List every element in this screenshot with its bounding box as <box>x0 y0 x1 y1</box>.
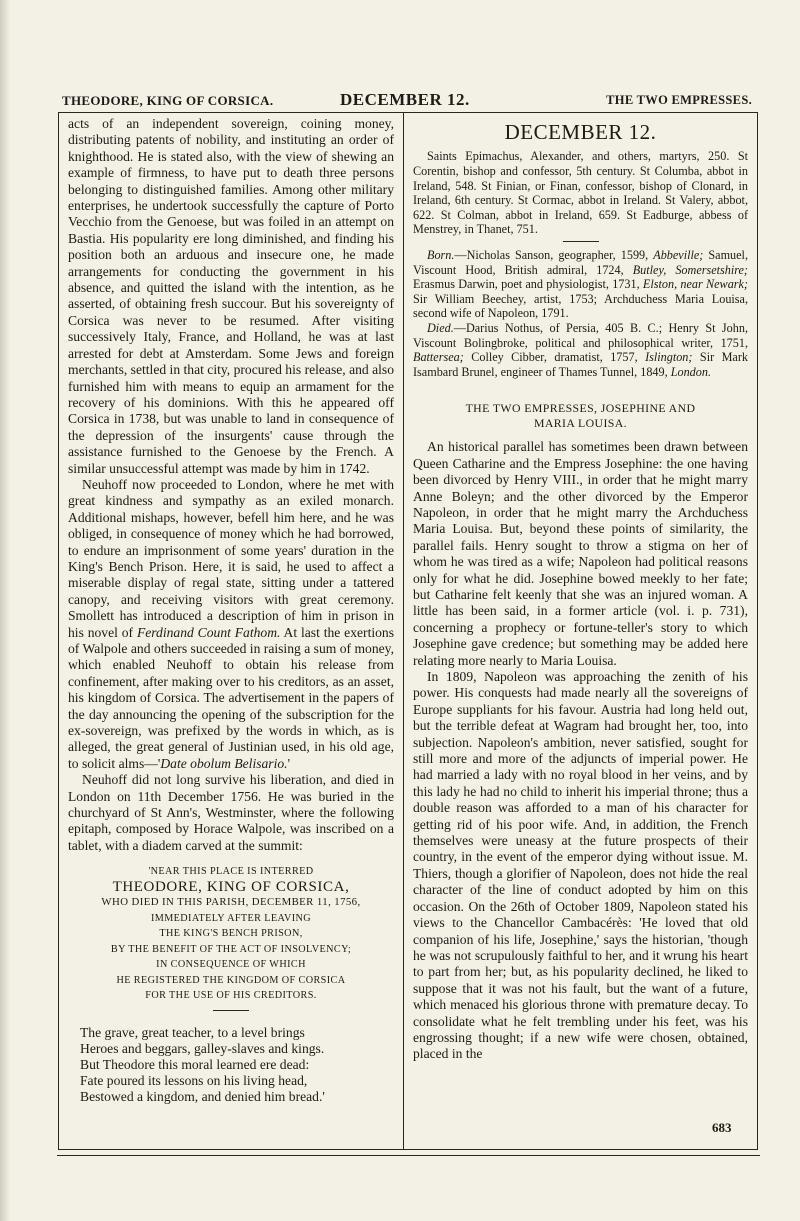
section-heading: THE TWO EMPRESSES, JOSEPHINE AND MARIA LOUISA. <box>465 401 696 431</box>
epitaph <box>68 864 394 1004</box>
died-list: Died.—Darius Nothus, of Persia, 405 B. C.; Henry St John, Viscount Bolingbroke, political and philosophical writer, 1751, Battersea; Colley Cibber, dramatist, 1757, Islington; Sir Mark Isambard Brunel, engineer of Thames Tunnel, 1849, London. <box>413 320 748 379</box>
paragraph: Neuhoff did not long survive his liberation, and died in London on 11th December 1756. He was buried in the churchyard of St Ann's, Westminster, where the following epitaph, composed by Horace Walpole, was inscribed on a tablet, with a diadem carved at the summit: <box>68 772 394 853</box>
short-rule <box>563 241 599 242</box>
epitaph-line: HE REGISTERED THE KINGDOM OF CORSICA <box>116 974 346 986</box>
verse-line: Fate poured its lessons on his living head, <box>80 1072 308 1088</box>
header-right-title: THE TWO EMPRESSES. <box>606 93 752 107</box>
paragraph: An historical parallel has sometimes been drawn between Queen Catharine and the Empress Josephine: the one having been divorced by Henry VIII., in order that he might marry Anne Boleyn; and the other divorced by the Emperor Napoleon, in order that he might marry the Archduchess Maria Louisa. But, beyond these points of similarity, the parallel fails. Henry sought to throw a stigma on her of whom he was tired as a wife; Napoleon had political reasons only for what he did. Josephine bowed meekly to her fate; but Catharine felt keenly that she was an injured woman. A little has been said, in a former article (vol. i. p. 731), concerning a prophecy or fortune-teller's story to which Josephine gave credence; but something may be added here relating more nearly to Maria Louisa. <box>413 439 748 668</box>
verse-line: Bestowed a kingdom, and denied him bread.' <box>80 1088 325 1104</box>
header-left-title: THEODORE, KING OF CORSICA. <box>62 93 274 108</box>
epitaph-line: THE KING'S BENCH PRISON, <box>159 928 303 940</box>
born-list: Born.—Nicholas Sanson, geographer, 1599, Abbeville; Samuel, Viscount Hood, British admiral, 1724, Butley, Somersetshire; Erasmus Darwin, poet and physiologist, 1731, Elston, near Newark; Sir William Beechey, artist, 1753; Archduchess Maria Louisa, second wife of Napoleon, 1791. <box>413 247 748 321</box>
epitaph-line: FOR THE USE OF HIS CREDITORS. <box>145 990 317 1002</box>
running-header <box>58 90 758 112</box>
paragraph: In 1809, Napoleon was approaching the zenith of his power. His conquests had made nearly all the sovereigns of Europe suppliants for his favour. Austria had long held out, but the terrible defeat at Wagram had brought her, too, into subjection. Napoleon's ambition, never satisfied, sought for still more and more of the adjuncts of imperial power. He had married a lady with no royal blood in her veins, and by this lady he had no child to inherit his imperial throne; thus a double reason was afforded to a man of his character for getting rid of his poor wife. And, in addition, the French themselves were uneasy at the future prospects of their country, in the event of the emperor dying without issue. M. Thiers, though a glorifier of Napoleon, does not hide the real character of the line of conduct adopted by him on this occasion. On the 26th of October 1809, Napoleon stated his views to the Chancellor Cambacérès: 'He loved that old companion of his life, Josephine,' says the historian, 'though he was not scrupulously faithful to her, and it wrung his heart to part from her; but, as his popularity declined, he liked to suppose that it was not his fault, but the want of a future, which menaced his glorious throne with premature decay. To consolidate what he felt trembling under his feet, was his engrossing thought; if a new wife were chosen, obtained, placed in the <box>413 669 748 1062</box>
epitaph-line: BY THE BENEFIT OF THE ACT OF INSOLVENCY; <box>110 943 352 955</box>
bottom-rule <box>57 1155 760 1157</box>
header-date: DECEMBER 12. <box>340 90 470 109</box>
paragraph: Neuhoff now proceeded to London, where he met with great kindness and sympathy as an exiled monarch. Additional mishaps, however, befell him here, and he was obliged, in consequence of money which he had borrowed, to endure an imprisonment of some years' duration in the King's Bench Prison. Here, it is said, he used to affect a miserable display of regal state, sitting under a tattered canopy, and receiving visitors with great ceremony. Smollett has introduced a description of him in prison in his novel of Ferdinand Count Fathom. At last the exertions of Walpole and others succeeded in raising a sum of money, which enabled Neuhoff to obtain his release from confinement, after making over to his creditors, as an asset, his kingdom of Corsica. The advertisement in the papers of the day announcing the opening of the subscription for the ex-sovereign, was prefixed by the words in which, as is alleged, the great general of Justinian used, in his old age, to solicit alms—'Date obolum Belisario.' <box>68 476 395 771</box>
epitaph-line: 'NEAR THIS PLACE IS INTERRED <box>148 866 314 878</box>
paragraph: acts of an independent sovereign, coining money, distributing patents of nobility, and instituting an order of knighthood. He is stated also, with the view of shewing an example of firmness, to have put to death three persons belonging to distinguished families. Among other military enterprises, he undertook successfully the capture of Porto Vecchio from the Genoese, but was foiled in an attempt on Bastia. His popularity ere long diminished, and finding his position both an arduous and insecure one, he made arrangements for conducting the government in his absence, and quitted the island with the intention, as he asserted, of obtaining fresh succour. But his sovereignty of Corsica was never to be resumed. After visiting successively Italy, France, and Holland, he was at last arrested for debt at Amsterdam. Some Jews and foreign merchants, settled in that city, procured his release, and also furnished him with means to equip an armament for the recovery of his dominions. With this he appeared off Corsica in 1738, but was unable to land in consequence of the depression of the insurgents' cause through the assistance furnished to the Genoese by the French. A similar unsuccessful attempt was made by him in 1742. <box>68 116 395 476</box>
right-column <box>413 116 748 1063</box>
page-number: 683 <box>712 1120 732 1135</box>
epitaph-line: IN CONSEQUENCE OF WHICH <box>156 959 306 971</box>
saints-list: Saints Epimachus, Alexander, and others, martyrs, 250. St Corentin, bishop and confessor, 5th century. St Columba, abbot in Ireland, 548. St Finian, or Finan, confessor, bishop of Clonard, in Ireland, 6th century. St Cormac, abbot in Ireland. St Valery, abbot, 622. St Colman, abbot in Ireland, 659. St Eadburge, abbess of Menstrey, in Thanet, 751. <box>413 149 748 237</box>
verse-line: The grave, great teacher, to a level brings <box>80 1024 305 1040</box>
short-rule <box>213 1010 249 1011</box>
verse <box>80 1025 394 1105</box>
epitaph-line: IMMEDIATELY AFTER LEAVING <box>150 912 312 924</box>
left-column <box>68 116 394 1105</box>
column-divider <box>403 112 404 1150</box>
page-edge-shadow <box>0 0 10 1221</box>
verse-line: Heroes and beggars, galley-slaves and kings. <box>80 1040 325 1056</box>
epitaph-line: WHO DIED IN THIS PARISH, DECEMBER 11, 1756, <box>101 896 361 909</box>
verse-line: But Theodore this moral learned ere dead: <box>80 1056 310 1072</box>
day-title: DECEMBER 12. <box>504 120 657 144</box>
epitaph-line: THEODORE, KING OF CORSICA, <box>112 878 350 895</box>
